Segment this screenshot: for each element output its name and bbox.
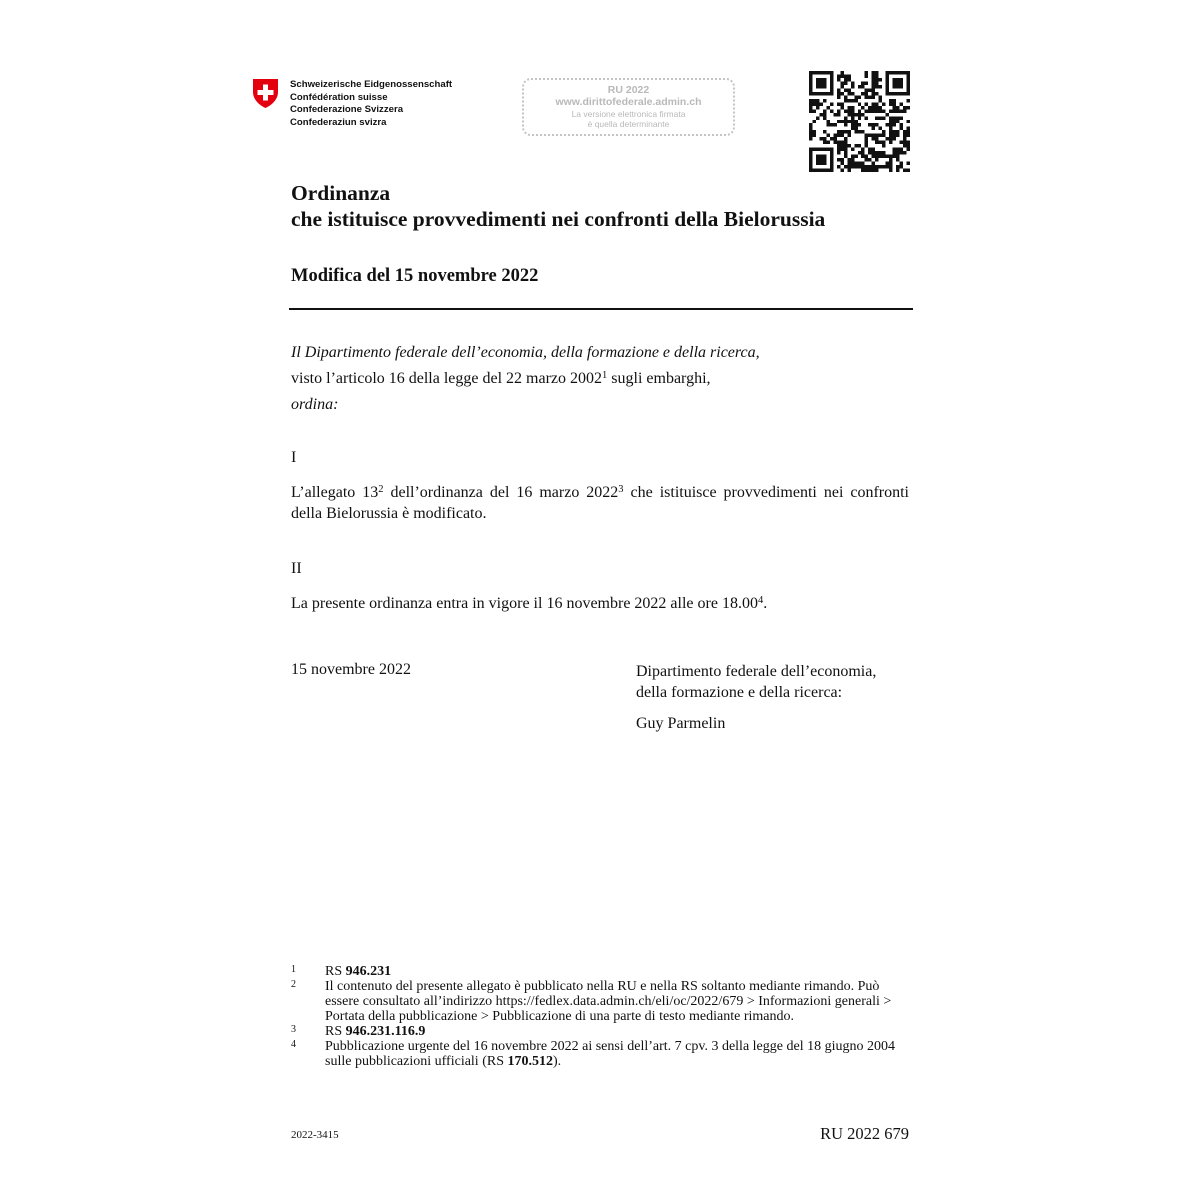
footnotes: [291, 964, 901, 1069]
official-publication-stamp: [522, 78, 735, 136]
title-divider: [289, 308, 913, 310]
footnote-number: 1: [291, 964, 296, 975]
swiss-cross-shield-icon: [252, 78, 279, 109]
signing-department-line-2: della formazione e della ricerca:: [636, 684, 843, 701]
footnote-item: [291, 1024, 901, 1039]
footnote-text: RS 946.231.116.9: [325, 1024, 426, 1039]
preamble: [291, 340, 909, 418]
stamp-note-line1: La versione elettronica firmata: [571, 109, 686, 119]
footnote-number: 4: [291, 1039, 296, 1050]
footnote-ref-2[interactable]: 2: [378, 484, 384, 495]
official-collection-reference: RU 2022 679: [820, 1124, 909, 1143]
footnote-item: [291, 1039, 901, 1069]
section-1-text: L’allegato 13$^2$ dell’ordinanza del 16 marzo 2022$^3$ che istituisce provvedimenti nei confronti della Bielorussia è modificato.: [291, 484, 910, 522]
confederation-name-it: Confederazione Svizzera: [290, 104, 404, 115]
footnote-item: [291, 979, 901, 1024]
signer-name: Guy Parmelin: [636, 715, 726, 732]
title-line-2: che istituisce provvedimenti nei confronti della Bielorussia: [291, 207, 826, 231]
confederation-name-de: Schweizerische Eidgenossenschaft: [290, 79, 453, 90]
footnote-text: RS 946.231: [325, 964, 392, 979]
section-number-1: I: [291, 449, 297, 466]
confederation-names: [290, 79, 452, 129]
stamp-note-line2: è quella determinante: [587, 119, 670, 129]
section-number-2: II: [291, 560, 302, 577]
qr-code-icon: [809, 71, 910, 172]
footnote-text: Il contenuto del presente allegato è pubblicato nella RU e nella RS soltanto mediante rimando. Può essere consultato all’indirizzo https://fedlex.data.admin.ch/eli/oc/2022/679 > Informazioni generali > Portata della pubblicazione > Pubblicazione di una parte di testo mediante rimando.: [325, 979, 892, 1024]
title-line-1: Ordinanza: [291, 181, 391, 205]
section-2-text: La presente ordinanza entra in vigore il 16 novembre 2022 alle ore 18.00$^4$.: [291, 595, 768, 612]
document-title: [291, 180, 825, 232]
legal-basis: visto l’articolo 16 della legge del 22 marzo 2002$^1$ sugli embarghi,: [291, 370, 711, 387]
confederation-name-fr: Confédération suisse: [290, 91, 388, 103]
footnote-ref-4[interactable]: 4: [757, 595, 764, 606]
footnote-ref-1[interactable]: 1: [602, 370, 608, 381]
signing-department-line-1: Dipartimento federale dell’economia,: [636, 663, 877, 680]
footnote-number: 3: [291, 1024, 296, 1035]
decree-verb: ordina:: [291, 396, 339, 413]
amendment-date-heading: Modifica del 15 novembre 2022: [291, 266, 539, 286]
document-id: 2022-3415: [291, 1129, 339, 1141]
footnote-text: Pubblicazione urgente del 16 novembre 2022 ai sensi dell’art. 7 cpv. 3 della legge del 18 giugno 2004 sulle pubblicazioni ufficiali (RS 170.512).: [325, 1039, 895, 1069]
confederation-name-rm: Confederaziun svizra: [290, 116, 387, 128]
stamp-website[interactable]: www.dirittofederale.admin.ch: [555, 96, 702, 108]
signature-date: 15 novembre 2022: [291, 661, 411, 678]
signature-block: [636, 661, 876, 734]
footnote-number: 2: [291, 979, 296, 990]
footnote-item: [291, 964, 901, 979]
footnote-ref-3[interactable]: 3: [618, 484, 624, 495]
stamp-collection: RU 2022: [607, 84, 650, 96]
federal-logo: [252, 78, 452, 129]
issuing-authority: Il Dipartimento federale dell’economia, della formazione e della ricerca,: [291, 344, 760, 361]
